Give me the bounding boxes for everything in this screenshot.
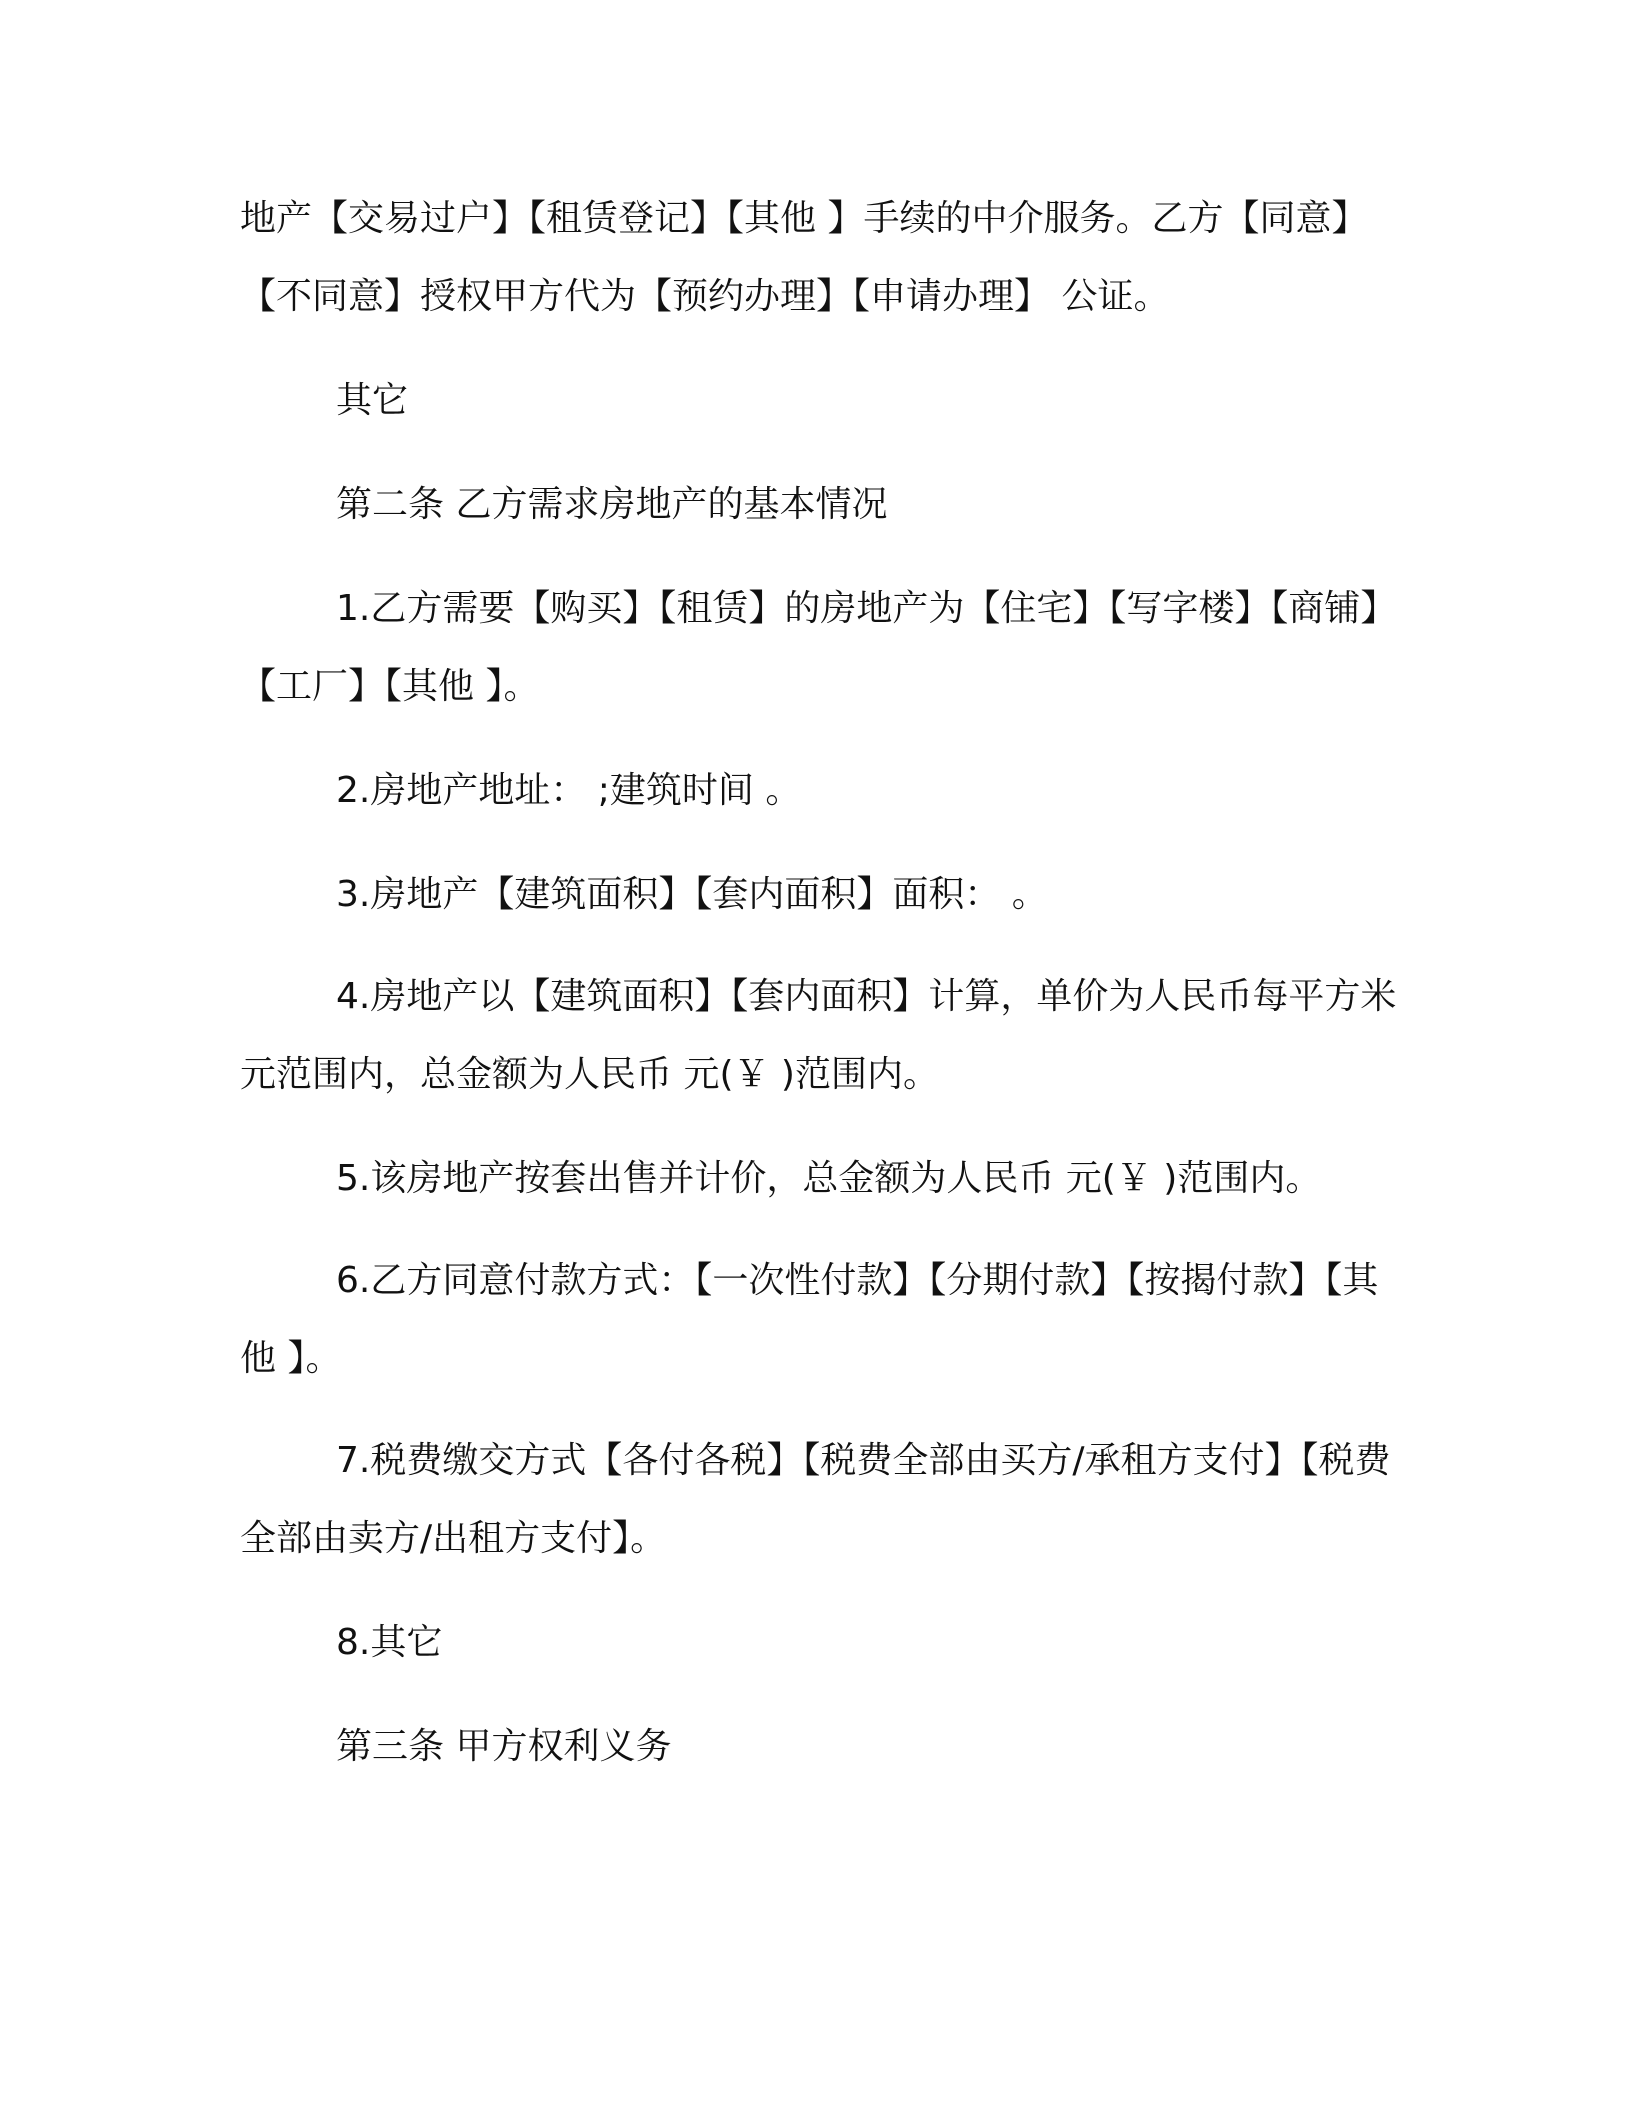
section-heading-article-3: 第三条 甲方权利义务 [336, 1726, 672, 1767]
paragraph-item-1: 1.乙方需要【购买】【租赁】的房地产为【住宅】【写字楼】【商铺】【工厂】【其他 】。 [240, 588, 1397, 707]
paragraph-other-1: 其它 [336, 380, 409, 421]
paragraph-item-5: 5.该房地产按套出售并计价，总金额为人民币 元(￥ )范围内。 [336, 1158, 1322, 1199]
paragraph-item-2: 2.房地产地址： ;建筑时间 。 [336, 770, 802, 811]
paragraph-item-3: 3.房地产【建筑面积】【套内面积】面积： 。 [336, 874, 1048, 915]
paragraph-item-6: 6.乙方同意付款方式：【一次性付款】【分期付款】【按揭付款】【其他 】。 [240, 1260, 1379, 1379]
paragraph-service-clause: 地产【交易过户】【租赁登记】【其他 】手续的中介服务。乙方【同意】【不同意】授权甲方代为【预约办理】【申请办理】 公证。 [240, 198, 1368, 317]
paragraph-item-4: 4.房地产以【建筑面积】【套内面积】计算，单价为人民币每平方米 元范围内，总金额为人民币 元(￥ )范围内。 [240, 976, 1397, 1095]
section-heading-article-2: 第二条 乙方需求房地产的基本情况 [336, 484, 888, 525]
paragraph-item-7: 7.税费缴交方式【各付各税】【税费全部由买方/承租方支付】【税费全部由卖方/出租方支付】。 [240, 1440, 1391, 1559]
paragraph-item-8: 8.其它 [336, 1622, 443, 1663]
